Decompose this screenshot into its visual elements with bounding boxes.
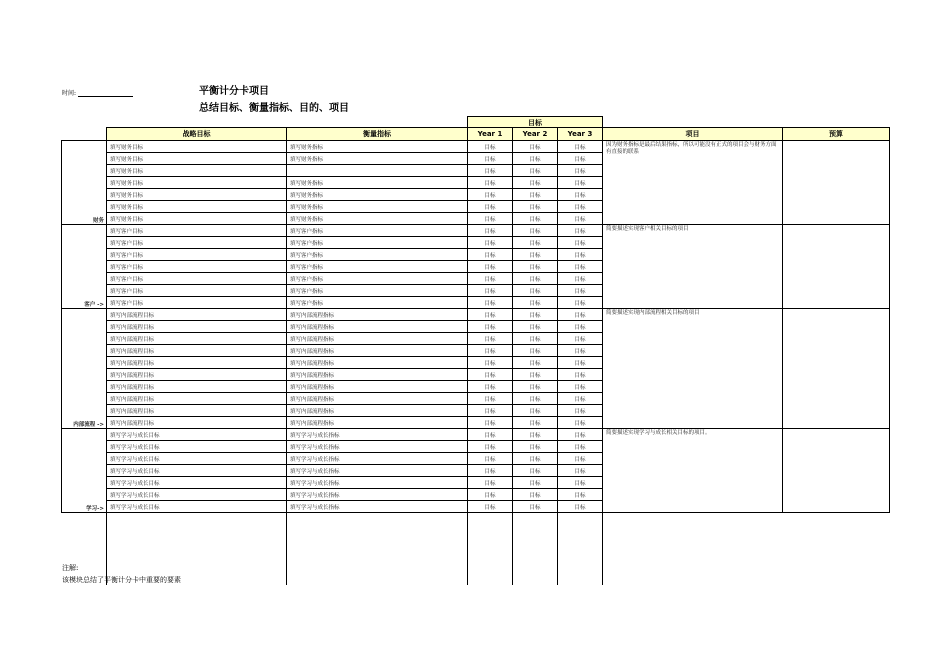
page-title: 平衡计分卡项目 [199, 86, 269, 97]
measure-cell[interactable]: 填写学习与成长指标 [287, 465, 468, 477]
table-row [62, 429, 890, 441]
year2-target-cell[interactable]: 目标 [513, 321, 558, 333]
year1-target-cell[interactable]: 目标 [468, 237, 513, 249]
measure-cell[interactable]: 填写内部流程指标 [287, 381, 468, 393]
goal-cell[interactable]: 填写内部流程目标 [107, 369, 287, 381]
col-header-year3: Year 3 [558, 128, 603, 141]
goal-cell[interactable]: 填写客户目标 [107, 297, 287, 309]
year1-target-cell[interactable]: 目标 [468, 465, 513, 477]
year1-target-cell[interactable]: 目标 [468, 429, 513, 441]
year2-target-cell[interactable]: 目标 [513, 381, 558, 393]
measure-cell[interactable]: 填写财务指标 [287, 141, 468, 153]
year2-target-cell[interactable]: 目标 [513, 285, 558, 297]
budget-cell[interactable] [783, 309, 890, 429]
year2-target-cell[interactable]: 目标 [513, 213, 558, 225]
year2-target-cell[interactable]: 目标 [513, 201, 558, 213]
measure-cell[interactable] [287, 165, 468, 177]
measure-cell[interactable]: 填写内部流程指标 [287, 321, 468, 333]
year2-target-cell[interactable]: 目标 [513, 165, 558, 177]
measure-cell[interactable]: 填写财务指标 [287, 153, 468, 165]
year2-target-cell[interactable]: 目标 [513, 477, 558, 489]
goal-cell[interactable]: 填写学习与成长目标 [107, 465, 287, 477]
goal-cell[interactable]: 填写客户目标 [107, 273, 287, 285]
measure-cell[interactable]: 填写内部流程指标 [287, 345, 468, 357]
goal-cell[interactable]: 填写财务目标 [107, 141, 287, 153]
budget-cell[interactable] [783, 225, 890, 309]
measure-cell[interactable]: 填写财务指标 [287, 189, 468, 201]
blank-cell [603, 513, 783, 586]
goal-cell[interactable]: 填写学习与成长目标 [107, 489, 287, 501]
year1-target-cell[interactable]: 目标 [468, 501, 513, 513]
year3-target-cell[interactable]: 目标 [558, 177, 603, 189]
year1-target-cell[interactable]: 目标 [468, 285, 513, 297]
year2-target-cell[interactable]: 目标 [513, 417, 558, 429]
measure-cell[interactable]: 填写内部流程指标 [287, 393, 468, 405]
year1-target-cell[interactable]: 目标 [468, 177, 513, 189]
page-subtitle: 总结目标、衡量指标、目的、项目 [199, 103, 349, 114]
year3-target-cell[interactable]: 目标 [558, 453, 603, 465]
year2-target-cell[interactable]: 目标 [513, 501, 558, 513]
year2-target-cell[interactable]: 目标 [513, 273, 558, 285]
year3-target-cell[interactable]: 目标 [558, 141, 603, 153]
measure-cell[interactable]: 填写客户指标 [287, 225, 468, 237]
budget-cell[interactable] [783, 429, 890, 513]
year3-target-cell[interactable]: 目标 [558, 285, 603, 297]
measure-cell[interactable]: 填写内部流程指标 [287, 357, 468, 369]
measure-cell[interactable]: 填写财务指标 [287, 201, 468, 213]
year1-target-cell[interactable]: 目标 [468, 201, 513, 213]
goal-cell[interactable]: 填写内部流程目标 [107, 417, 287, 429]
year2-target-cell[interactable]: 目标 [513, 405, 558, 417]
year3-target-cell[interactable]: 目标 [558, 489, 603, 501]
year3-target-cell[interactable]: 目标 [558, 249, 603, 261]
goal-cell[interactable]: 填写内部流程目标 [107, 357, 287, 369]
notes-label: 注解: [62, 564, 79, 572]
year3-target-cell[interactable]: 目标 [558, 333, 603, 345]
year3-target-cell[interactable]: 目标 [558, 297, 603, 309]
year2-target-cell[interactable]: 目标 [513, 369, 558, 381]
blank-cell [287, 513, 468, 586]
year3-target-cell[interactable]: 目标 [558, 189, 603, 201]
year2-target-cell[interactable]: 目标 [513, 453, 558, 465]
year3-target-cell[interactable]: 目标 [558, 357, 603, 369]
year3-target-cell[interactable]: 目标 [558, 477, 603, 489]
year1-target-cell[interactable]: 目标 [468, 381, 513, 393]
year1-target-cell[interactable]: 目标 [468, 249, 513, 261]
measure-cell[interactable]: 填写客户指标 [287, 297, 468, 309]
blank-cell [468, 513, 513, 586]
measure-cell[interactable]: 填写客户指标 [287, 285, 468, 297]
year1-target-cell[interactable]: 目标 [468, 357, 513, 369]
date-input-line[interactable] [78, 90, 133, 97]
date-label-text: 时间: [62, 90, 77, 97]
goal-cell[interactable]: 填写内部流程目标 [107, 393, 287, 405]
col-header-year2: Year 2 [513, 128, 558, 141]
blank-cell [558, 513, 603, 586]
blank-cell [783, 513, 890, 586]
year1-target-cell[interactable]: 目标 [468, 153, 513, 165]
measure-cell[interactable]: 填写客户指标 [287, 261, 468, 273]
notes [62, 562, 181, 586]
year1-target-cell[interactable]: 目标 [468, 273, 513, 285]
col-header-year1: Year 1 [468, 128, 513, 141]
year2-target-cell[interactable]: 目标 [513, 429, 558, 441]
year2-target-cell[interactable]: 目标 [513, 249, 558, 261]
goal-cell[interactable]: 填写学习与成长目标 [107, 441, 287, 453]
year2-target-cell[interactable]: 目标 [513, 141, 558, 153]
year1-target-cell[interactable]: 目标 [468, 441, 513, 453]
year3-target-cell[interactable]: 目标 [558, 345, 603, 357]
goal-cell[interactable]: 填写财务目标 [107, 213, 287, 225]
measure-cell[interactable]: 填写财务指标 [287, 213, 468, 225]
year3-target-cell[interactable]: 目标 [558, 381, 603, 393]
year1-target-cell[interactable]: 目标 [468, 141, 513, 153]
goal-cell[interactable]: 填写客户目标 [107, 249, 287, 261]
year1-target-cell[interactable]: 目标 [468, 417, 513, 429]
year1-target-cell[interactable]: 目标 [468, 225, 513, 237]
year3-target-cell[interactable]: 目标 [558, 237, 603, 249]
project-cell[interactable]: 简要描述实现学习与成长相关目标的项目。 [603, 429, 783, 513]
year3-target-cell[interactable]: 目标 [558, 393, 603, 405]
col-header-measure: 衡量指标 [287, 128, 468, 141]
blank-row [62, 513, 890, 586]
project-cell[interactable]: 简要描述实现客户相关目标的项目 [603, 225, 783, 309]
target-header: 目标 [468, 117, 603, 129]
measure-cell[interactable]: 填写内部流程指标 [287, 333, 468, 345]
goal-cell[interactable]: 填写客户目标 [107, 285, 287, 297]
year2-target-cell[interactable]: 目标 [513, 465, 558, 477]
goal-cell[interactable]: 填写财务目标 [107, 165, 287, 177]
goal-cell[interactable]: 填写客户目标 [107, 225, 287, 237]
year1-target-cell[interactable]: 目标 [468, 333, 513, 345]
measure-cell[interactable]: 填写学习与成长指标 [287, 489, 468, 501]
measure-cell[interactable]: 填写客户指标 [287, 237, 468, 249]
year3-target-cell[interactable]: 目标 [558, 417, 603, 429]
measure-cell[interactable]: 填写财务指标 [287, 177, 468, 189]
year1-target-cell[interactable]: 目标 [468, 405, 513, 417]
date-label [62, 88, 133, 97]
goal-cell[interactable]: 填写客户目标 [107, 261, 287, 273]
year3-target-cell[interactable]: 目标 [558, 225, 603, 237]
perspective-label: 财务 [62, 141, 107, 225]
year3-target-cell[interactable]: 目标 [558, 273, 603, 285]
year2-target-cell[interactable]: 目标 [513, 237, 558, 249]
year1-target-cell[interactable]: 目标 [468, 369, 513, 381]
year2-target-cell[interactable]: 目标 [513, 345, 558, 357]
year2-target-cell[interactable]: 目标 [513, 153, 558, 165]
year3-target-cell[interactable]: 目标 [558, 405, 603, 417]
header-spacer [62, 128, 107, 141]
year3-target-cell[interactable]: 目标 [558, 153, 603, 165]
year1-target-cell[interactable]: 目标 [468, 297, 513, 309]
table-row [62, 141, 890, 153]
goal-cell[interactable]: 填写内部流程目标 [107, 321, 287, 333]
perspective-label: 客户 -> [62, 225, 107, 309]
project-cell[interactable]: 简要描述实现内部流程相关目标的项目 [603, 309, 783, 429]
year1-target-cell[interactable]: 目标 [468, 213, 513, 225]
year1-target-cell[interactable]: 目标 [468, 345, 513, 357]
scorecard-table [61, 127, 890, 585]
goal-cell[interactable]: 填写内部流程目标 [107, 345, 287, 357]
measure-cell[interactable]: 填写内部流程指标 [287, 309, 468, 321]
goal-cell[interactable]: 填写财务目标 [107, 177, 287, 189]
perspective-label: 内部流程 -> [62, 309, 107, 429]
perspective-label: 学习-> [62, 429, 107, 513]
measure-cell[interactable]: 填写客户指标 [287, 249, 468, 261]
year2-target-cell[interactable]: 目标 [513, 393, 558, 405]
measure-cell[interactable]: 填写学习与成长指标 [287, 501, 468, 513]
blank-cell [513, 513, 558, 586]
year3-target-cell[interactable]: 目标 [558, 441, 603, 453]
header-row [62, 128, 890, 141]
goal-cell[interactable]: 填写客户目标 [107, 237, 287, 249]
col-header-project: 项目 [603, 128, 783, 141]
year2-target-cell[interactable]: 目标 [513, 441, 558, 453]
year2-target-cell[interactable]: 目标 [513, 489, 558, 501]
year1-target-cell[interactable]: 目标 [468, 321, 513, 333]
measure-cell[interactable]: 填写客户指标 [287, 273, 468, 285]
year2-target-cell[interactable]: 目标 [513, 297, 558, 309]
budget-cell[interactable] [783, 141, 890, 225]
measure-cell[interactable]: 填写学习与成长指标 [287, 429, 468, 441]
year3-target-cell[interactable]: 目标 [558, 429, 603, 441]
year3-target-cell[interactable]: 目标 [558, 213, 603, 225]
year1-target-cell[interactable]: 目标 [468, 477, 513, 489]
year2-target-cell[interactable]: 目标 [513, 261, 558, 273]
year1-target-cell[interactable]: 目标 [468, 453, 513, 465]
goal-cell[interactable]: 填写内部流程目标 [107, 333, 287, 345]
measure-cell[interactable]: 填写内部流程指标 [287, 405, 468, 417]
table-row [62, 309, 890, 321]
col-header-budget: 预算 [783, 128, 890, 141]
goal-cell[interactable]: 填写财务目标 [107, 201, 287, 213]
table-row [62, 225, 890, 237]
year1-target-cell[interactable]: 目标 [468, 189, 513, 201]
year2-target-cell[interactable]: 目标 [513, 309, 558, 321]
year3-target-cell[interactable]: 目标 [558, 261, 603, 273]
year1-target-cell[interactable]: 目标 [468, 489, 513, 501]
measure-cell[interactable]: 填写学习与成长指标 [287, 441, 468, 453]
measure-cell[interactable]: 填写内部流程指标 [287, 369, 468, 381]
year3-target-cell[interactable]: 目标 [558, 321, 603, 333]
measure-cell[interactable]: 填写学习与成长指标 [287, 453, 468, 465]
year3-target-cell[interactable]: 目标 [558, 369, 603, 381]
year3-target-cell[interactable]: 目标 [558, 309, 603, 321]
year2-target-cell[interactable]: 目标 [513, 357, 558, 369]
year2-target-cell[interactable]: 目标 [513, 177, 558, 189]
year3-target-cell[interactable]: 目标 [558, 165, 603, 177]
project-cell[interactable]: 因为财务指标是最后结果指标，所以可能没有正式的项目会与财务方面有直接的联系 [603, 141, 783, 225]
measure-cell[interactable]: 填写内部流程指标 [287, 417, 468, 429]
notes-text: 该模块总结了平衡计分卡中重要的要素 [62, 576, 181, 584]
goal-cell[interactable]: 填写学习与成长目标 [107, 453, 287, 465]
goal-cell[interactable]: 填写财务目标 [107, 153, 287, 165]
goal-cell[interactable]: 填写财务目标 [107, 189, 287, 201]
goal-cell[interactable]: 填写内部流程目标 [107, 381, 287, 393]
goal-cell[interactable]: 填写学习与成长目标 [107, 477, 287, 489]
year2-target-cell[interactable]: 目标 [513, 189, 558, 201]
year3-target-cell[interactable]: 目标 [558, 465, 603, 477]
year1-target-cell[interactable]: 目标 [468, 165, 513, 177]
goal-cell[interactable]: 填写学习与成长目标 [107, 429, 287, 441]
goal-cell[interactable]: 填写学习与成长目标 [107, 501, 287, 513]
year3-target-cell[interactable]: 目标 [558, 201, 603, 213]
year1-target-cell[interactable]: 目标 [468, 393, 513, 405]
year2-target-cell[interactable]: 目标 [513, 225, 558, 237]
year1-target-cell[interactable]: 目标 [468, 261, 513, 273]
year3-target-cell[interactable]: 目标 [558, 501, 603, 513]
goal-cell[interactable]: 填写内部流程目标 [107, 309, 287, 321]
measure-cell[interactable]: 填写学习与成长指标 [287, 477, 468, 489]
year2-target-cell[interactable]: 目标 [513, 333, 558, 345]
year1-target-cell[interactable]: 目标 [468, 309, 513, 321]
goal-cell[interactable]: 填写内部流程目标 [107, 405, 287, 417]
col-header-strategic-goal: 战略目标 [107, 128, 287, 141]
